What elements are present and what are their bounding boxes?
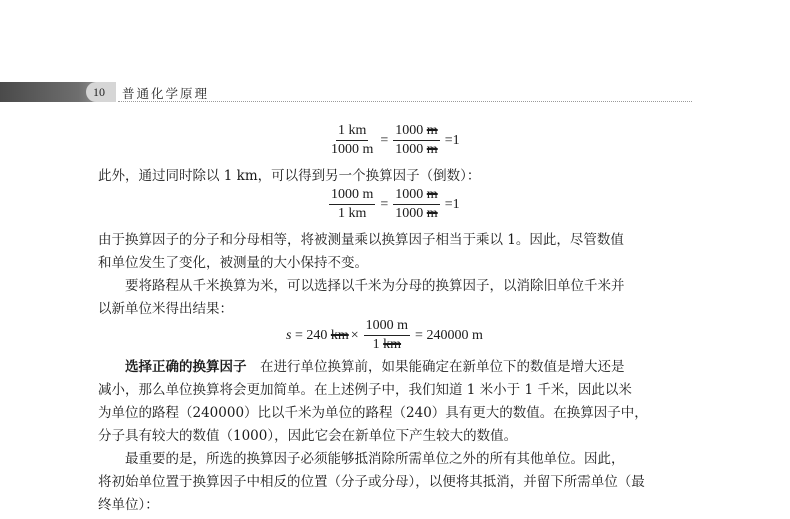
fraction bbox=[393, 123, 439, 158]
times-sign: × bbox=[350, 327, 359, 343]
header-rule bbox=[118, 101, 692, 102]
result: =1 bbox=[444, 132, 460, 148]
equation-2 bbox=[326, 187, 462, 222]
cancelled-unit: m bbox=[426, 123, 438, 138]
result: = 240000 m bbox=[415, 327, 483, 343]
paragraph-4: 选择正确的换算因子 在进行单位换算前，如果能确定在新单位下的数值是增大还是 减小，那么单位换算将会更加简单。在上述例子中，我们知道 1 米小于 1 千米，因此以米 为单位的路程（240000）比以千米为单位的路程（240）具有更大的数值。在换算因子中， 分子具有较大的数值（1000），因此它会在新单位下产生较大的数值。 bbox=[98, 359, 648, 444]
paragraph-1: 此外，通过同时除以 1 km，可以得到另一个换算因子（倒数）： bbox=[98, 168, 481, 184]
page-number: 10 bbox=[93, 85, 105, 99]
fraction bbox=[393, 187, 439, 222]
denominator: 1000 m bbox=[395, 142, 438, 157]
variable: s bbox=[286, 327, 292, 343]
numerator: 1000 m bbox=[393, 123, 439, 141]
cancelled-unit: m bbox=[426, 142, 438, 157]
numerator: 1000 m bbox=[393, 187, 439, 205]
numerator: 1000 m bbox=[364, 318, 410, 336]
cancelled-unit: km bbox=[383, 337, 402, 352]
equation-1 bbox=[326, 123, 462, 158]
fraction bbox=[364, 318, 410, 353]
equals-sign: = bbox=[380, 196, 389, 212]
fraction bbox=[329, 123, 375, 158]
cancelled-unit: m bbox=[426, 187, 438, 202]
section-label: 选择正确的换算因子 bbox=[125, 359, 247, 375]
equation-3: s = 240 km × $\frac{1000 m}{1 km}$ = 240000 m bbox=[286, 318, 483, 352]
numerator: 1 km bbox=[336, 123, 368, 141]
equals-sign: = bbox=[380, 132, 389, 148]
denominator: 1000 m bbox=[331, 142, 374, 157]
paragraph-2: 由于换算因子的分子和分母相等，将被测量乘以换算因子相当于乘以 1。因此，尽管数值 和单位发生了变化，被测量的大小保持不变。 bbox=[98, 232, 624, 271]
denominator: 1 km bbox=[338, 206, 367, 221]
fraction bbox=[329, 187, 375, 222]
paragraph-5: 最重要的是，所选的换算因子必须能够抵消除所需单位之外的所有其他单位。因此， 将初始单位置于换算因子中相反的位置（分子或分母），以便将其抵消，并留下所需单位（最 终单位）： bbox=[98, 451, 645, 513]
numerator: 1000 m bbox=[329, 187, 375, 205]
denominator: 1000 m bbox=[395, 206, 438, 221]
cancelled-unit: m bbox=[426, 206, 438, 221]
running-head-title: 普通化学原理 bbox=[122, 86, 210, 101]
result: =1 bbox=[444, 196, 460, 212]
cancelled-unit: km bbox=[330, 327, 349, 343]
denominator: 1 km bbox=[372, 337, 402, 352]
paragraph-3: 要将路程从千米换算为米，可以选择以千米为分母的换算因子，以消除旧单位千米并 以新单位米得出结果： bbox=[98, 278, 625, 317]
